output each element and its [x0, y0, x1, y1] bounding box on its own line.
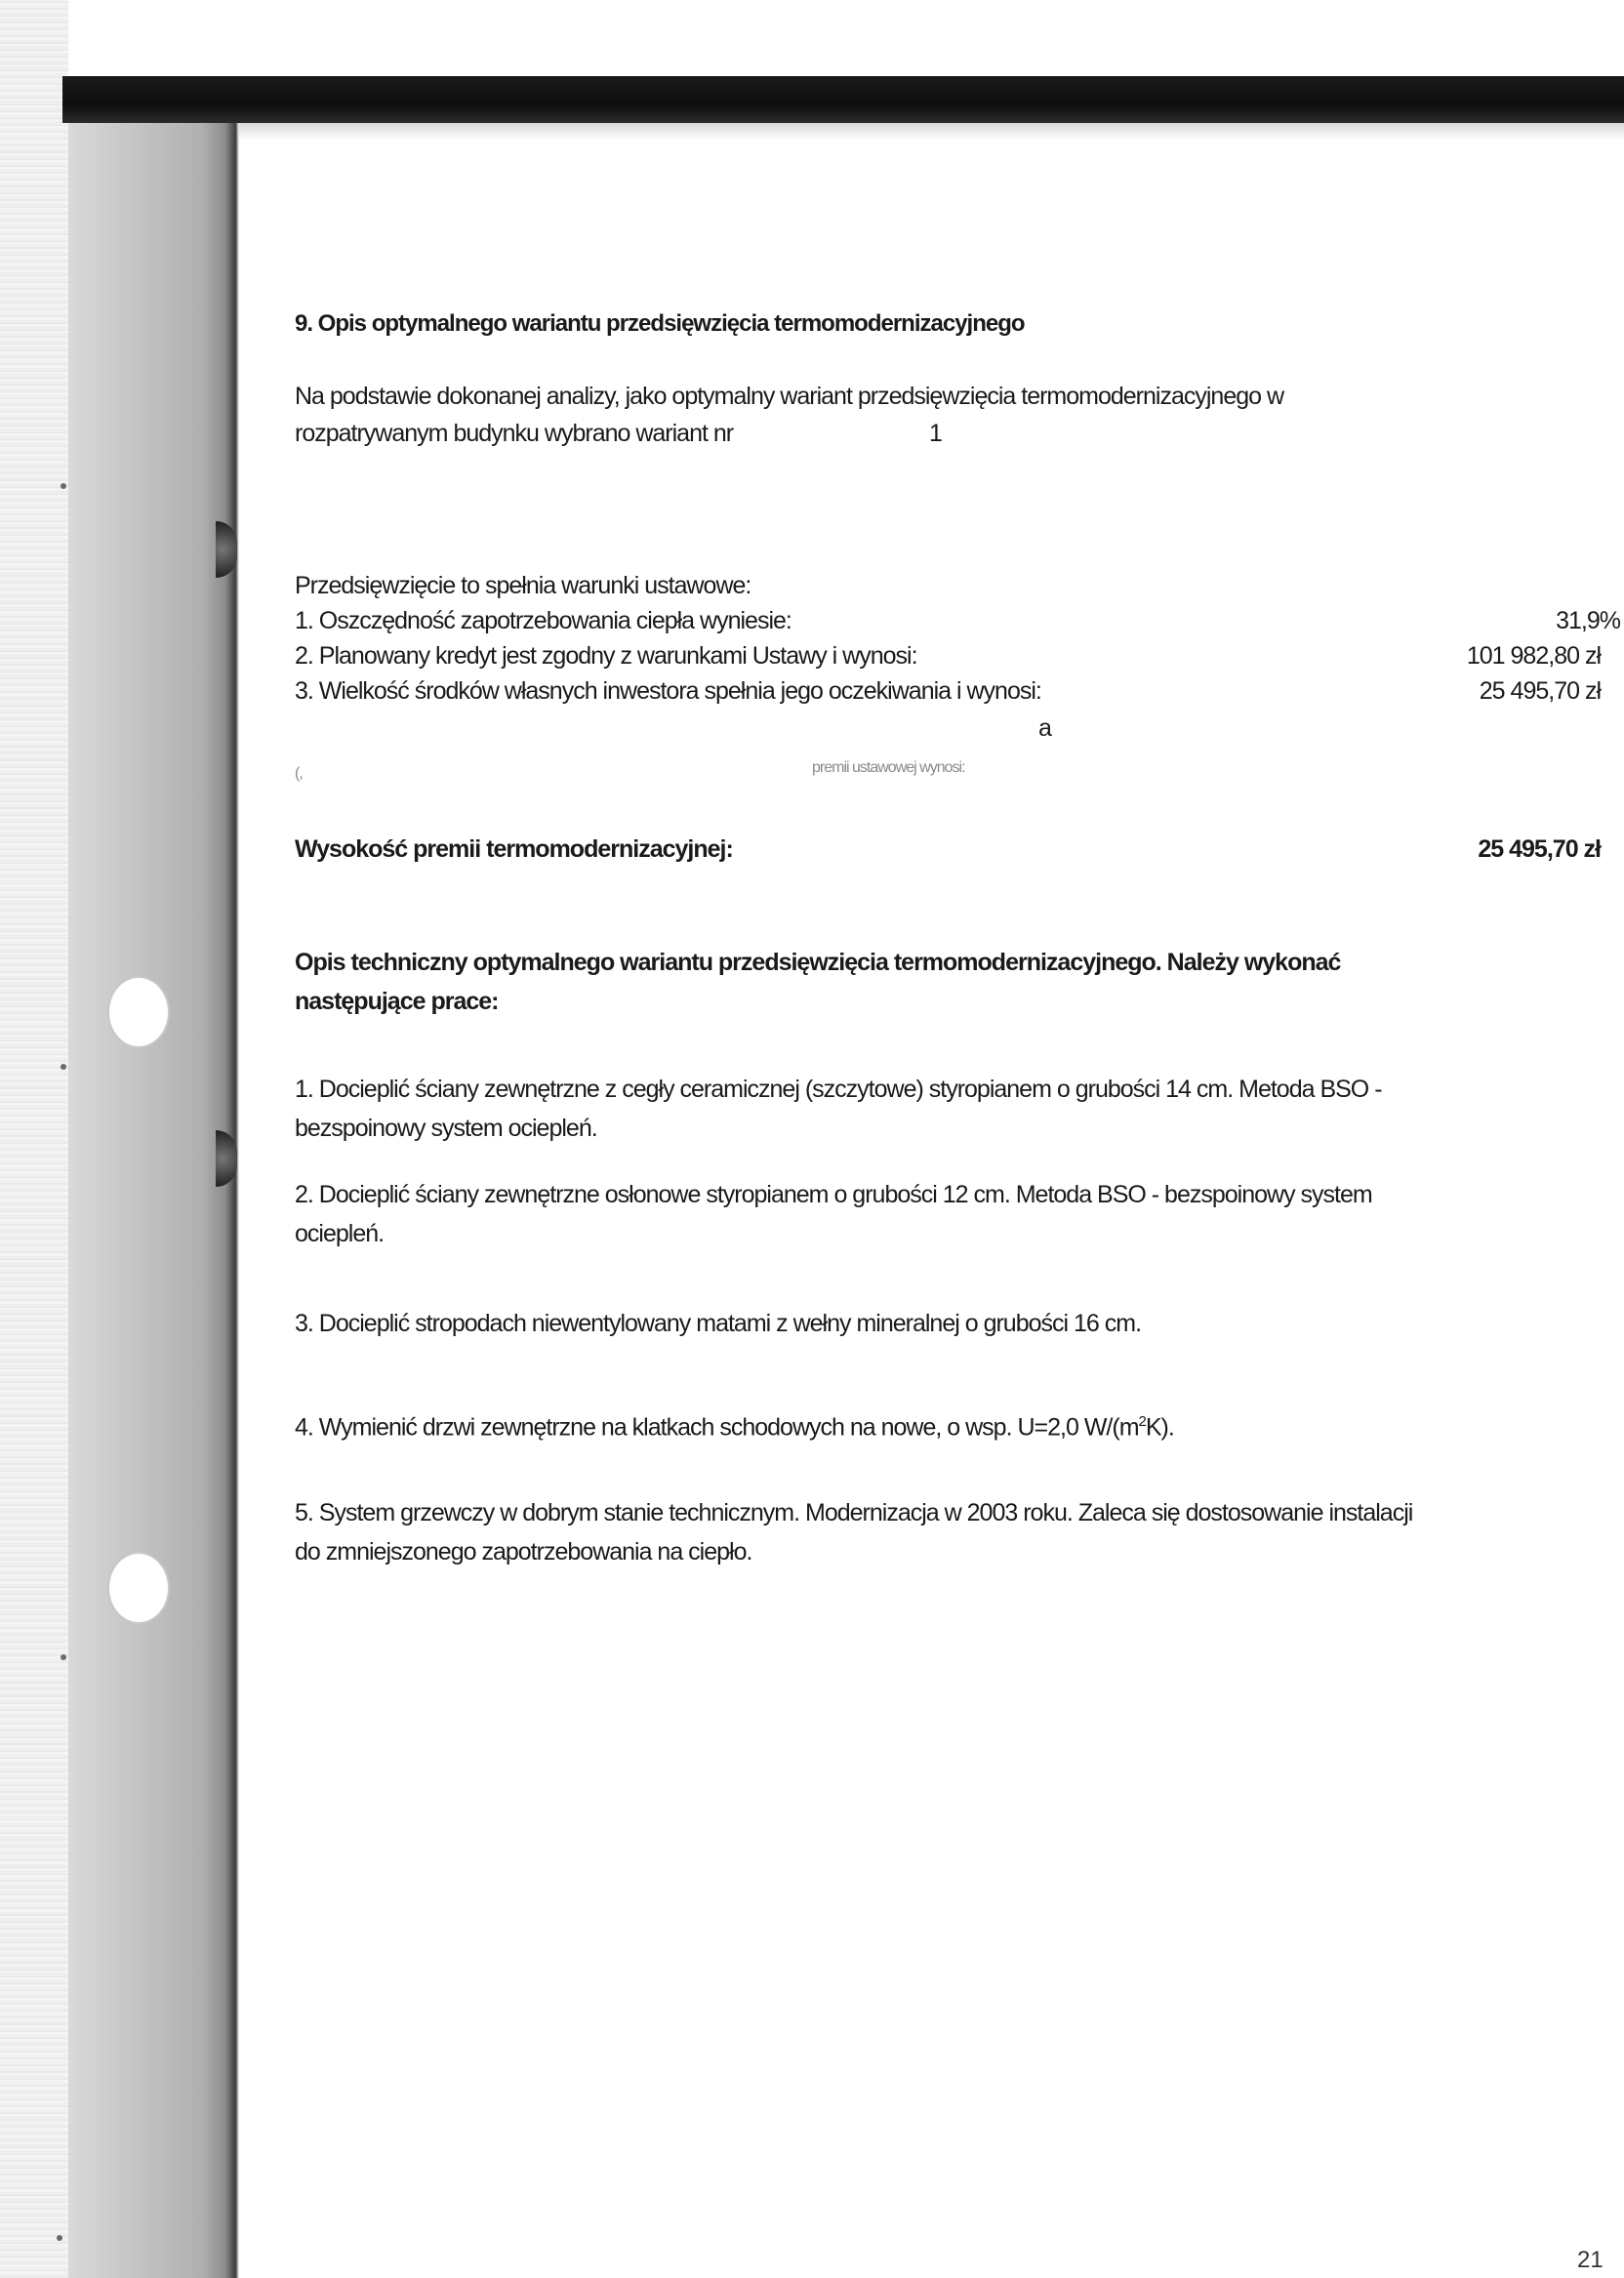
intro-line-1: Na podstawie dokonanej analizy, jako optymalny wariant przedsięwzięcia termomodernizacyjnego w [295, 383, 1284, 410]
condition-value: 101 982,80 zł [1466, 642, 1601, 670]
condition-value: 25 495,70 zł [1479, 677, 1601, 705]
work-item-5-line-1: 5. System grzewczy w dobrym stanie technicznym. Modernizacja w 2003 roku. Zaleca się dostosowanie instalacji [295, 1499, 1413, 1526]
conditions-heading: Przedsięwzięcie to spełnia warunki ustawowe: [295, 572, 751, 599]
work-item-1-line-1: 1. Docieplić ściany zewnętrzne z cegły ceramicznej (szczytowe) styropianem o grubości 14 cm. Metoda BSO - [295, 1076, 1382, 1103]
premium-value: 25 495,70 zł [1478, 835, 1601, 863]
work-item-4-text: 4. Wymienić drzwi zewnętrzne na klatkach schodowych na nowe, o wsp. U=2,0 W/(m [295, 1413, 1139, 1442]
work-item-4-suffix: K). [1145, 1413, 1174, 1442]
scan-top-bar [62, 76, 1624, 123]
redacted-fragment: premii ustawowej wynosi: [812, 759, 965, 776]
condition-label: 1. Oszczędność zapotrzebowania ciepła wyniesie: [295, 607, 792, 634]
redacted-fragment: a [1038, 714, 1051, 742]
punch-hole-outline [107, 976, 170, 1048]
scan-dot [61, 1654, 66, 1660]
scan-dot [61, 483, 66, 489]
work-item-4-superscript: 2 [1138, 1413, 1146, 1430]
premium-label: Wysokość premii termomodernizacyjnej: [295, 835, 733, 863]
page-number: 21 [1577, 2247, 1604, 2273]
scan-top-shadow [239, 123, 1624, 141]
scan-dot [57, 2235, 62, 2241]
work-item-5-line-2: do zmniejszonego zapotrzebowania na ciepło. [295, 1538, 752, 1566]
scan-dot [61, 1064, 66, 1070]
redacted-fragment: (, [295, 765, 303, 782]
tech-heading-line-1: Opis techniczny optymalnego wariantu przedsięwzięcia termomodernizacyjnego. Należy wykonać [295, 949, 1341, 976]
work-item-4 [295, 1413, 1174, 1442]
scan-margin [0, 0, 68, 2278]
work-item-2-line-2: ociepleń. [295, 1220, 385, 1247]
variant-number: 1 [929, 420, 942, 447]
binder-edge [68, 117, 239, 2278]
section-heading: 9. Opis optymalnego wariantu przedsięwzięcia termomodernizacyjnego [295, 310, 1025, 337]
condition-value: 31,9% [1556, 607, 1620, 634]
work-item-2-line-1: 2. Docieplić ściany zewnętrzne osłonowe styropianem o grubości 12 cm. Metoda BSO - bezspoinowy system [295, 1181, 1372, 1208]
work-item-3: 3. Docieplić stropodach niewentylowany matami z wełny mineralnej o grubości 16 cm. [295, 1310, 1142, 1337]
work-item-1-line-2: bezspoinowy system ociepleń. [295, 1115, 597, 1142]
intro-line-2: rozpatrywanym budynku wybrano wariant nr [295, 420, 734, 447]
punch-hole-outline [107, 1552, 170, 1624]
condition-label: 2. Planowany kredyt jest zgodny z warunkami Ustawy i wynosi: [295, 642, 917, 670]
condition-label: 3. Wielkość środków własnych inwestora spełnia jego oczekiwania i wynosi: [295, 677, 1041, 705]
tech-heading-line-2: następujące prace: [295, 988, 499, 1015]
